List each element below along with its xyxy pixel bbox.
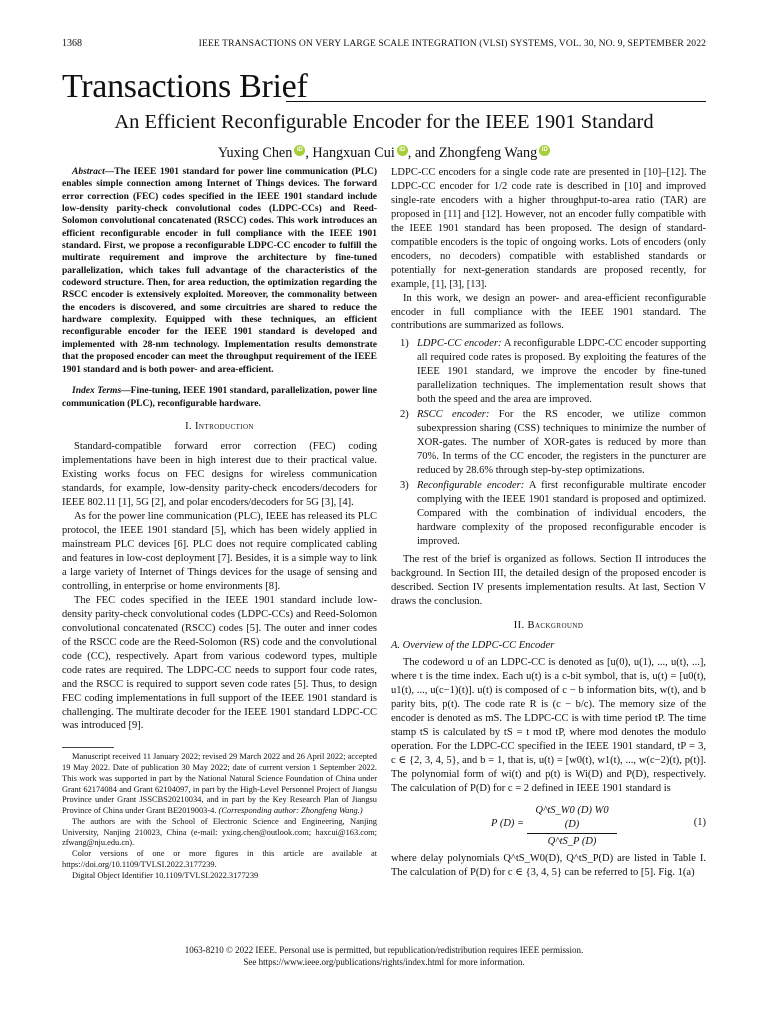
- equation-number: (1): [693, 816, 706, 828]
- equation-numerator: Q^tS_W0 (D) W0 (D): [527, 804, 617, 834]
- corresponding-author: (Corresponding author: Zhongfeng Wang.): [218, 806, 363, 816]
- right-column: [391, 166, 706, 880]
- copyright-link[interactable]: See https://www.ieee.org/publications/rights/index.html for more information.: [243, 956, 525, 967]
- equation-fraction: [527, 804, 617, 849]
- list-item: [391, 479, 706, 549]
- index-terms: [62, 385, 377, 411]
- paragraph: The codeword u of an LDPC-CC is denoted as [u(0), u(1), ..., u(t), ...], where t is the time index. Each u(t) is a c-bit symbol, that is, u(t) = [u0(t), u1(t), ..., u(c−1)(t)]. u(t) is composed of c − b information bits, w(t), and b parity bits, p(t). The code rate R is (c − b/c). The memory size of the encoder is denoted as mS. The LDPC-CC is with time period tP. The time stamp tS is calculated by tS = t mod tP, where mod denotes the modulo operation. For the LDPC-CC specified in the IEEE 1901 standard, tP = 3, c ∈ {2, 3, 4, 5}, and b = 1, that is, u(t) = [w0(t), w1(t), ..., w(c−2)(t), p(t)]. The polynomial form of wi(t) and p(t) is Wi(D) and P(D), respectively. The calculation of P(D) for c = 2 defined in IEEE 1901 standard is: [391, 657, 706, 795]
- paragraph: Standard-compatible forward error correction (FEC) coding implementations have been in high interest due to their practical value. Existing works focus on FEC designs for wireless communication standards, for example, low-density parity-check encoders/decoders for IEEE 802.11 [1], 5G [2], and polar encoders/decoders for 5G [3], [4].: [62, 441, 377, 509]
- list-lead: LDPC-CC encoder:: [417, 338, 502, 350]
- list-number: 1): [400, 338, 409, 350]
- orcid-icon[interactable]: iD: [539, 145, 550, 156]
- list-lead: RSCC encoder:: [417, 409, 490, 421]
- index-terms-lead: Index Terms—: [72, 385, 131, 396]
- list-lead: Reconfigurable encoder:: [417, 479, 525, 491]
- author-name: Yuxing Chen: [217, 145, 293, 161]
- contributions-list: [391, 337, 706, 548]
- author-name: , and Zhongfeng Wang: [407, 145, 538, 161]
- orcid-icon[interactable]: iD: [397, 145, 408, 156]
- paragraph: The FEC codes specified in the IEEE 1901 standard include low-density parity-check convolutional codes (LDPC-CCs) and Reed-Solomon convolutional concatenated (RSCC) codes [5]. The outer and inner codes of the RSCC code are the Reed-Solomon (RS) code and the convolutional code (CC), respectively. Apart from various codeword types, multiple code rates are required. The LDPC-CC needs to support four code rates, and the RSCC is required to support seven code rates [5]. Thus, to design FEC coding implementations in full support of the IEEE 1901 standard is challenging. The multirate decoder for the IEEE 1901 standard LDPC-CC was introduced [9].: [62, 594, 377, 732]
- list-text: A reconfigurable LDPC-CC encoder supporting all required code rates is proposed. By exploiting the features of the IEEE 1901 standard, we improve the encoder by fine-tuned parallelization techniques. The implementation result shows that both the speed and the area are improved.: [417, 338, 706, 406]
- abstract-text: The IEEE 1901 standard for power line communication (PLC) enables simple connection among Internet of Things devices. The forward error correction (FEC) codes specified in the IEEE 1901 standard include low-density parity-check convolutional codes (LDPC-CCs) and Reed-Solomon convolutional concatenated (RSCC) codes. This work introduces an efficient reconfigurable encoder in full compliance with the IEEE 1901 standard. First, we propose a reconfigurable LDPC-CC encoder to fulfill the multirate requirement and improve the architecture by fine-tuned parallelization, which takes full advantage of the characteristics of the codeword structure. Then, for area reduction, the optimization regarding the RSCC encoder is extensively exploited. Moreover, the commonality between the encoders is discovered, and some circuitries are shared to reduce the hardware complexity. Equipped with these techniques, an efficient reconfigurable encoder for the IEEE 1901 standard is developed and implemented with 28-nm technology. Implementation results demonstrate that the proposed encoder can meet the throughput requirement of the IEEE 1901 standard and is both power- and area-efficient.: [62, 167, 377, 375]
- paragraph: As for the power line communication (PLC), IEEE has released its PLC protocol, the IEEE 1901 standard [5], which has been widely applied in mainstream PLC devices [6]. PLC does not require complicated cabling and features in low-cost deployment [7]. Besides, it is a simple way to link a large variety of Internet of Things devices for the usage of sensing and controlling, in enterprise or home environments [8].: [62, 511, 377, 592]
- list-text: A first reconfigurable multirate encoder complying with the IEEE 1901 standard is proposed and optimized. Compared with the combination of individual encoders, the hardware complexity of the proposed reconfigurable encoder is improved.: [417, 479, 707, 547]
- banner-rule: [286, 101, 706, 102]
- footnote-color[interactable]: Color versions of one or more figures in this article are available at https://doi.org/10.1109/TVLSI.2022.3177239.: [62, 849, 377, 869]
- list-text: For the RS encoder, we utilize common subexpression sharing (CSS) techniques to minimize the number of XOR-gates. The number of XOR-gates is reduced by more than 70%. In terms of the CC encoder, the registers in the puncturer are reduced by 28.6% through step-by-step optimizations.: [417, 409, 706, 477]
- paragraph: where delay polynomials Q^tS_W0(D), Q^tS_P(D) are listed in Table I. The calculation of P(D) for c ∈ {3, 4, 5} can be referred to [5]. Fig. 1(a): [391, 852, 706, 878]
- index-terms-text: Fine-tuning, IEEE 1901 standard, parallelization, power line communication (PLC), reconfigurable hardware.: [62, 385, 377, 409]
- paragraph: The rest of the brief is organized as follows. Section II introduces the background. In Section III, the detailed design of the proposed encoder is described. Section IV presents implementation results. At last, Section V draws the conclusion.: [391, 553, 706, 607]
- footnote-manuscript: [62, 752, 377, 817]
- equation-lhs: P (D) =: [491, 817, 525, 829]
- list-number: 2): [400, 409, 409, 421]
- list-item: [391, 337, 706, 407]
- banner-text: Transactions Brief: [62, 68, 308, 105]
- section-heading: II. Background: [513, 619, 584, 631]
- left-column: [62, 166, 377, 881]
- author-name: , Hangxuan Cui: [305, 145, 395, 161]
- section-banner: [62, 68, 706, 108]
- page-number: 1368: [62, 38, 82, 49]
- copyright-notice: [62, 945, 706, 968]
- abstract-lead: Abstract—: [72, 167, 115, 177]
- paragraph: LDPC-CC encoders for a single code rate are presented in [10]–[12]. The LDPC-CC encoder for 1/2 code rate is described in [10] and improved single-rate encoders with a higher throughput-to-area ratio (TAR) are proposed in [11] and [12]. However, not an encoder fully compatible with the IEEE 1901 standard has been proposed. The design of standard-compatible encoders is the topic of ongoing works. Lots of encoders (only encoders, no decoders) compatible with established standards or potentially for next-generation standards are proposed recently, for example, [1], [3], [13].: [391, 167, 706, 290]
- footnote-affiliation: The authors are with the School of Electronic Science and Engineering, Nanjing University, Nanjing 210023, China (e-mail: yxing.chen@outlook.com; haxcui@163.com; zfwang@nju.edu.cn).: [62, 816, 377, 848]
- footnote-text: Manuscript received 11 January 2022; revised 29 March 2022 and 26 April 2022; accepted 19 May 2022. Date of publication 30 May 2022; date of current version 1 September 2022. This work was supported in part by the National Natural Science Foundation of China under Grant 62174084 and Grant 62104097, in part by the High-Level Personnel Project of Jiangsu Province under Grant JSSCBS20210034, and in part by the Key Research Plan of Jiangsu Province of China under Grant BE2019003-4.: [62, 752, 377, 816]
- section-heading: I. Introduction: [185, 421, 254, 433]
- equation-1: [391, 802, 706, 846]
- journal-running-head: IEEE TRANSACTIONS ON VERY LARGE SCALE INTEGRATION (VLSI) SYSTEMS, VOL. 30, NO. 9, SEPTEMBER 2022: [198, 38, 706, 49]
- footnote-rule: [62, 747, 114, 748]
- abstract: [62, 166, 377, 376]
- list-item: [391, 408, 706, 478]
- list-number: 3): [400, 479, 409, 491]
- equation-denominator: Q^tS_P (D): [547, 835, 597, 847]
- subsection-heading: A. Overview of the LDPC-CC Encoder: [391, 639, 555, 651]
- orcid-icon[interactable]: iD: [294, 145, 305, 156]
- footnote-doi[interactable]: Digital Object Identifier 10.1109/TVLSI.2022.3177239: [72, 870, 259, 880]
- paper-title: An Efficient Reconfigurable Encoder for the IEEE 1901 Standard: [114, 111, 654, 133]
- author-line: [62, 145, 706, 162]
- copyright-line: 1063-8210 © 2022 IEEE. Personal use is permitted, but republication/redistribution requires IEEE permission.: [184, 945, 584, 955]
- paragraph: In this work, we design an power- and area-efficient reconfigurable encoder in full compliance with the IEEE 1901 standard. The contributions are summarized as follows.: [391, 292, 706, 332]
